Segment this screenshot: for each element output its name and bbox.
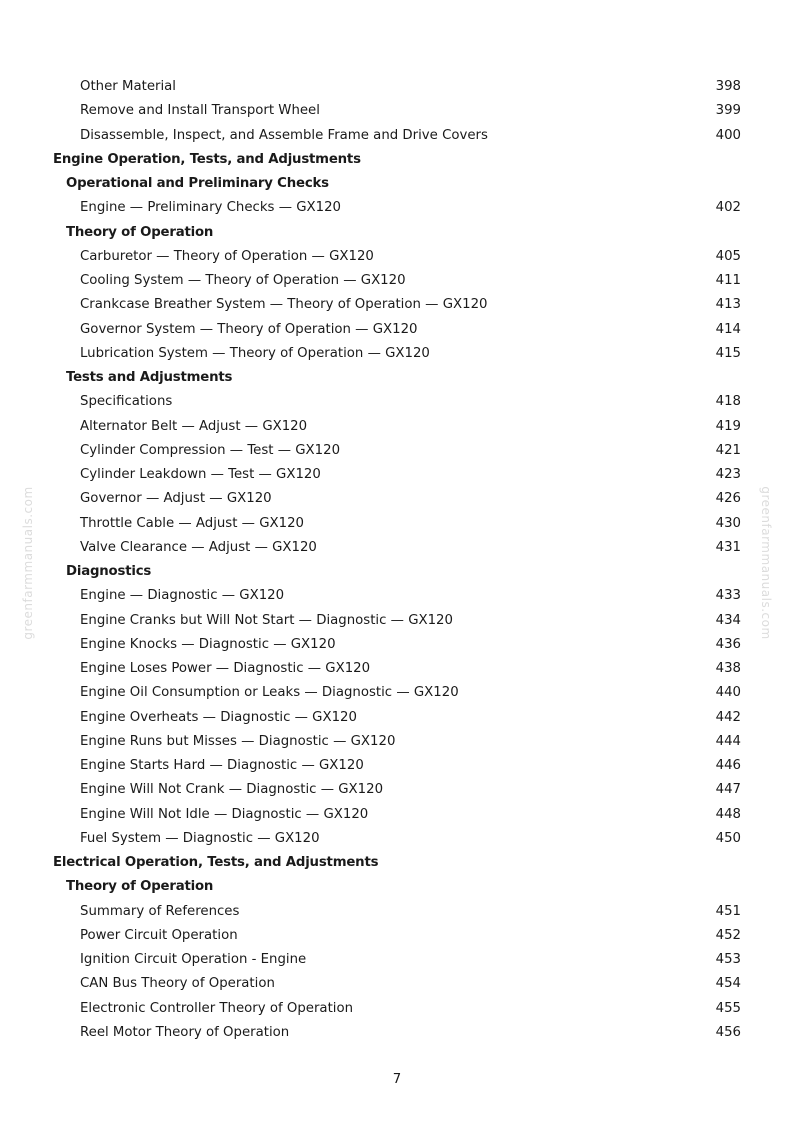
toc-entry-title: Engine Will Not Idle — Diagnostic — GX120: [80, 806, 369, 822]
toc-entry-title: Lubrication System — Theory of Operation — GX120: [80, 345, 430, 361]
toc-heading: [0, 172, 794, 196]
toc-entry-title: Engine Oil Consumption or Leaks — Diagnostic — GX120: [80, 685, 459, 701]
watermark-left: greenfarmmanuals.com: [21, 486, 35, 640]
toc-entry-page: 423: [715, 467, 741, 482]
toc-entry-page: 414: [715, 321, 741, 337]
toc-entry-page: 455: [715, 1000, 741, 1016]
toc-entry-page: 456: [715, 1024, 741, 1040]
toc-entry-page: 444: [715, 733, 741, 749]
toc-entry-page: 447: [715, 782, 741, 798]
toc-entry-title: Diagnostics: [66, 564, 152, 579]
toc-entry-title: Fuel System — Diagnostic — GX120: [80, 830, 320, 846]
toc-entry-title: Power Circuit Operation: [80, 927, 238, 943]
toc-entry-title: Disassemble, Inspect, and Assemble Frame and Drive Covers: [80, 127, 488, 143]
toc-entry[interactable]: [0, 342, 794, 366]
toc-entry-title: Engine Will Not Crank — Diagnostic — GX120: [80, 782, 384, 798]
toc-entry-page: 451: [715, 903, 741, 919]
toc-heading: [0, 560, 794, 584]
toc-entry-title: Theory of Operation: [66, 224, 214, 240]
toc-entry[interactable]: [0, 318, 794, 342]
toc-entry[interactable]: [0, 196, 794, 220]
toc-entry-page: 434: [715, 612, 741, 628]
toc-entry-title: Engine Overheats — Diagnostic — GX120: [80, 709, 357, 725]
toc-entry-title: Engine — Diagnostic — GX120: [80, 588, 285, 604]
toc-entry-page: 405: [715, 248, 741, 264]
toc-entry-title: Throttle Cable — Adjust — GX120: [80, 515, 304, 531]
toc-entry-page: 399: [715, 103, 741, 119]
toc-entry-title: Engine Runs but Misses — Diagnostic — GX120: [80, 733, 396, 749]
toc-entry-title: Governor — Adjust — GX120: [80, 491, 272, 507]
toc-heading: [0, 875, 794, 899]
toc-entry-page: 433: [715, 588, 741, 604]
toc-entry-page: 418: [715, 394, 741, 410]
toc-entry[interactable]: [0, 609, 794, 633]
watermark-right: greenfarmmanuals.com: [759, 486, 773, 640]
toc-entry-page: 442: [715, 709, 741, 725]
toc-entry-title: Engine Starts Hard — Diagnostic — GX120: [80, 758, 364, 773]
toc-entry[interactable]: [0, 803, 794, 827]
toc-entry[interactable]: [0, 487, 794, 511]
toc-entry-page: 431: [715, 539, 741, 555]
toc-entry[interactable]: [0, 512, 794, 536]
toc-entry[interactable]: [0, 99, 794, 123]
toc-entry[interactable]: [0, 124, 794, 148]
toc-entry-title: Electronic Controller Theory of Operation: [80, 1000, 354, 1016]
toc-entry[interactable]: [0, 75, 794, 99]
toc-entry[interactable]: [0, 390, 794, 414]
toc-entry[interactable]: [0, 948, 794, 972]
toc-entry-page: 448: [715, 806, 741, 822]
toc-entry-title: Engine Cranks but Will Not Start — Diagnostic — GX120: [80, 612, 453, 628]
toc-entry[interactable]: [0, 754, 794, 778]
toc-entry[interactable]: [0, 439, 794, 463]
toc-entry[interactable]: [0, 900, 794, 924]
toc-entry[interactable]: [0, 972, 794, 996]
toc-entry-title: Crankcase Breather System — Theory of Operation — GX120: [80, 297, 488, 313]
toc-entry[interactable]: [0, 681, 794, 705]
toc-entry-title: CAN Bus Theory of Operation: [80, 976, 275, 992]
toc-entry-page: 438: [715, 661, 741, 676]
toc-entry-title: Ignition Circuit Operation - Engine: [80, 952, 307, 967]
toc-entry-title: Engine — Preliminary Checks — GX120: [80, 200, 342, 216]
toc-entry[interactable]: [0, 269, 794, 293]
toc-entry-title: Valve Clearance — Adjust — GX120: [80, 539, 317, 555]
toc-entry[interactable]: [0, 633, 794, 657]
toc-heading: [0, 366, 794, 390]
toc-entry-title: Governor System — Theory of Operation — GX120: [80, 321, 418, 337]
toc-entry[interactable]: [0, 730, 794, 754]
toc-entry-title: Engine Knocks — Diagnostic — GX120: [80, 636, 336, 652]
toc-entry-page: 450: [715, 830, 741, 846]
page-number: 7: [392, 1072, 402, 1087]
toc-entry-page: 436: [715, 636, 741, 652]
toc-entry-page: 398: [715, 79, 741, 94]
toc-entry[interactable]: [0, 924, 794, 948]
table-of-contents: [0, 75, 794, 1045]
toc-entry-title: Reel Motor Theory of Operation: [80, 1024, 290, 1040]
toc-entry-title: Alternator Belt — Adjust — GX120: [80, 418, 308, 434]
toc-entry-page: 402: [715, 200, 741, 216]
toc-entry[interactable]: [0, 997, 794, 1021]
toc-entry-title: Cooling System — Theory of Operation — GX120: [80, 273, 406, 288]
toc-entry-title: Engine Operation, Tests, and Adjustments: [53, 151, 361, 167]
toc-entry-page: 452: [715, 927, 741, 943]
toc-entry-title: Electrical Operation, Tests, and Adjustments: [53, 855, 379, 870]
toc-entry-title: Tests and Adjustments: [66, 370, 233, 385]
toc-entry[interactable]: [0, 293, 794, 317]
toc-entry-page: 415: [715, 345, 741, 361]
toc-entry[interactable]: [0, 706, 794, 730]
toc-heading: [0, 148, 794, 172]
toc-entry-page: 421: [715, 442, 741, 458]
toc-entry-title: Cylinder Leakdown — Test — GX120: [80, 467, 321, 482]
toc-entry-page: 453: [715, 952, 741, 967]
toc-entry[interactable]: [0, 463, 794, 487]
toc-entry-page: 400: [715, 127, 741, 143]
toc-entry-title: Theory of Operation: [66, 879, 214, 895]
toc-entry-page: 430: [715, 515, 741, 531]
toc-entry[interactable]: [0, 1021, 794, 1045]
toc-entry-title: Summary of References: [80, 903, 240, 919]
toc-entry-page: 454: [715, 976, 741, 992]
toc-entry-page: 446: [715, 758, 741, 773]
toc-entry[interactable]: [0, 657, 794, 681]
toc-entry-page: 426: [715, 491, 741, 507]
toc-entry-title: Cylinder Compression — Test — GX120: [80, 442, 341, 458]
toc-heading: [0, 221, 794, 245]
toc-entry[interactable]: [0, 778, 794, 802]
toc-entry[interactable]: [0, 827, 794, 851]
toc-entry-title: Remove and Install Transport Wheel: [80, 103, 320, 119]
toc-entry-page: 411: [715, 273, 741, 288]
toc-entry-title: Operational and Preliminary Checks: [66, 176, 329, 191]
toc-entry-page: 440: [715, 685, 741, 701]
toc-entry-page: 413: [715, 297, 741, 313]
toc-entry-title: Other Material: [80, 79, 176, 94]
toc-entry-title: Specifications: [80, 394, 173, 410]
toc-entry[interactable]: [0, 584, 794, 608]
toc-entry[interactable]: [0, 415, 794, 439]
toc-entry-title: Carburetor — Theory of Operation — GX120: [80, 248, 374, 264]
toc-entry[interactable]: [0, 536, 794, 560]
toc-heading: [0, 851, 794, 875]
toc-entry-page: 419: [715, 418, 741, 434]
toc-entry-title: Engine Loses Power — Diagnostic — GX120: [80, 661, 371, 676]
toc-entry[interactable]: [0, 245, 794, 269]
